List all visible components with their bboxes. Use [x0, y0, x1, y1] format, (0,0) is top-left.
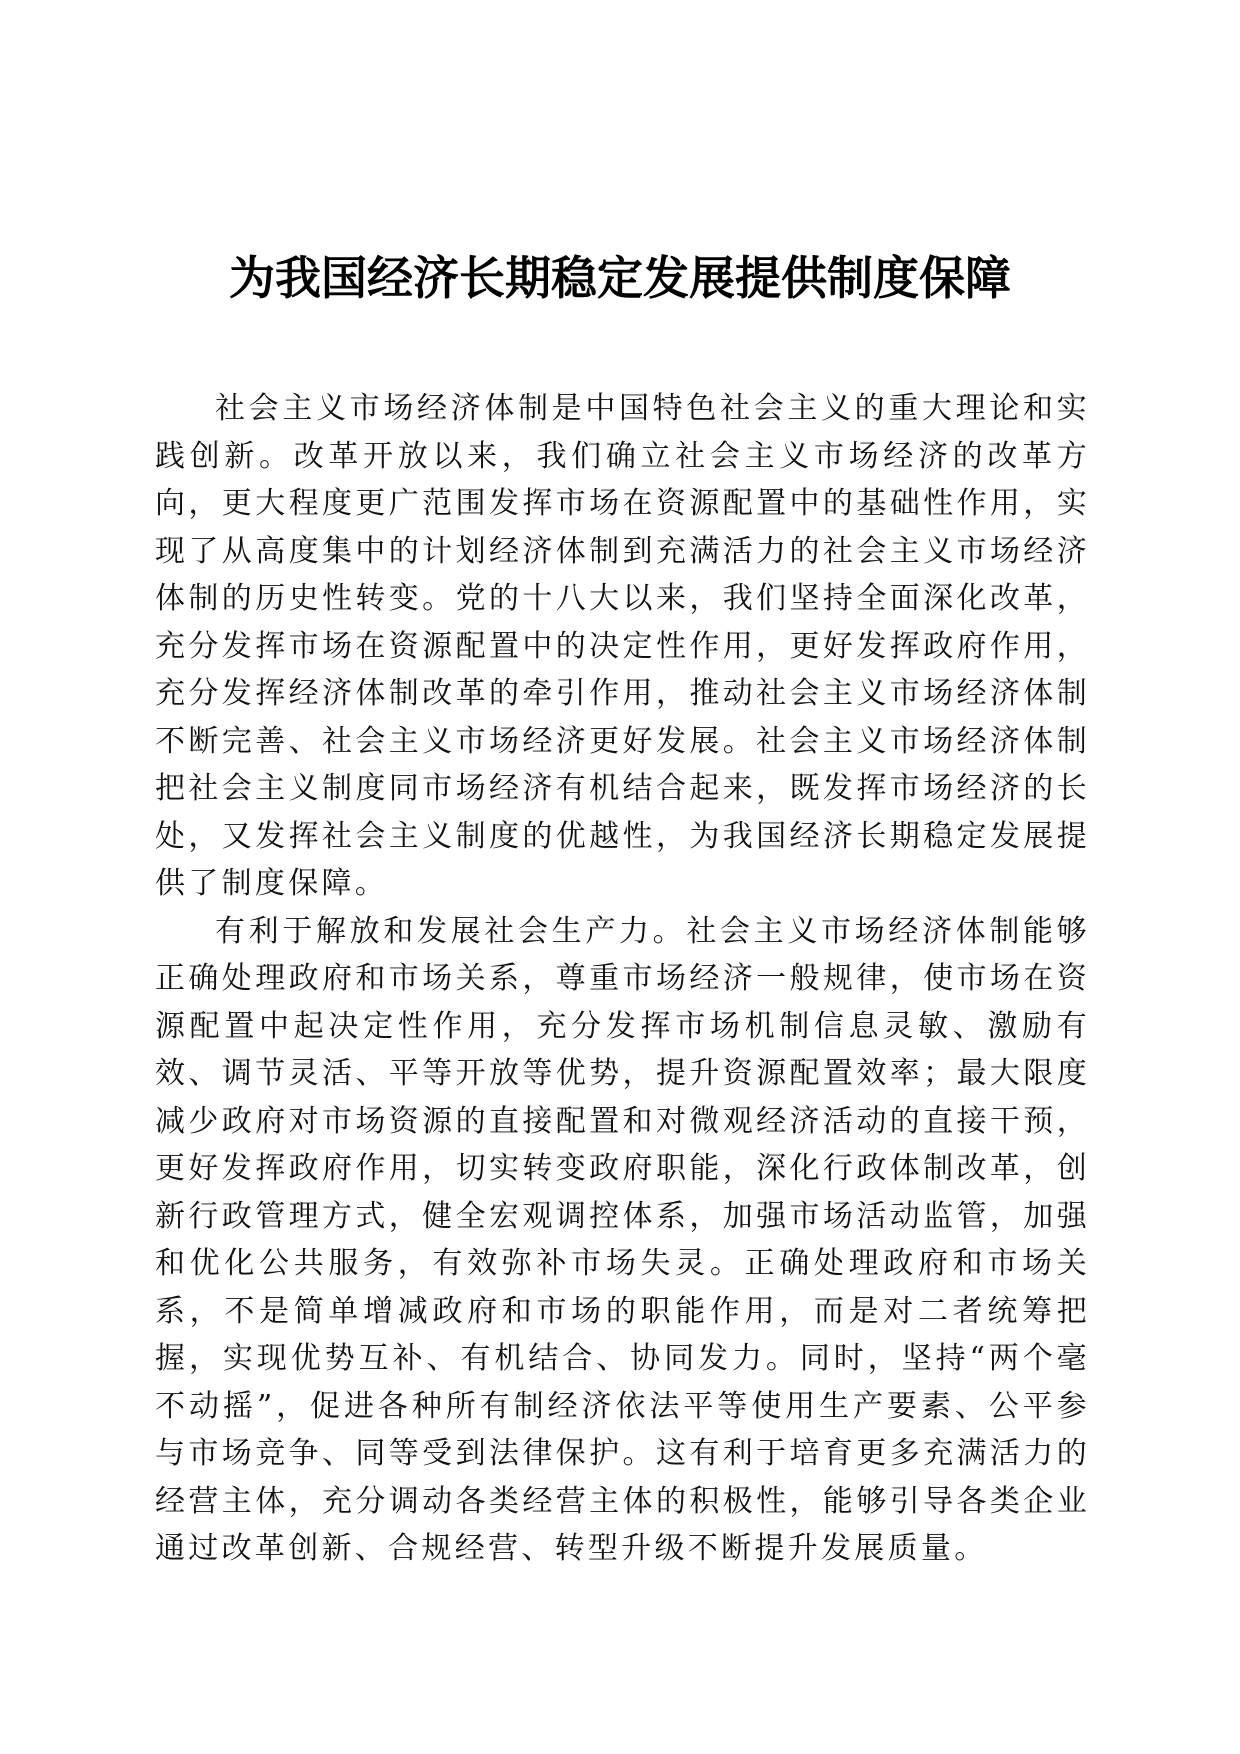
paragraph-intro: 社会主义市场经济体制是中国特色社会主义的重大理论和实践创新。改革开放以来，我们确立社会主义市场经济的改革方向，更大程度更广范围发挥市场在资源配置中的基础性作用，实现了从高度集中的计划经济体制到充满活力的社会主义市场经济体制的历史性转变。党的十八大以来，我们坚持全面深化改革，充分发挥市场在资源配置中的决定性作用，更好发挥政府作用，充分发挥经济体制改革的牵引作用，推动社会主义市场经济体制不断完善、社会主义市场经济更好发展。社会主义市场经济体制把社会主义制度同市场经济有机结合起来，既发挥市场经济的长处，又发挥社会主义制度的优越性，为我国经济长期稳定发展提供了制度保障。: [155, 391, 1090, 901]
document-body: [155, 385, 1090, 1573]
paragraph-productivity: 有利于解放和发展社会生产力。社会主义市场经济体制能够正确处理政府和市场关系，尊重市场经济一般规律，使市场在资源配置中起决定性作用，充分发挥市场机制信息灵敏、激励有效、调节灵活、平等开放等优势，提升资源配置效率；最大限度减少政府对市场资源的直接配置和对微观经济活动的直接干预，更好发挥政府作用，切实转变政府职能，深化行政体制改革，创新行政管理方式，健全宏观调控体系，加强市场活动监管，加强和优化公共服务，有效弥补市场失灵。正确处理政府和市场关系，不是简单增减政府和市场的职能作用，而是对二者统筹把握，实现优势互补、有机结合、协同发力。同时，坚持“两个毫不动摇”，促进各种所有制经济依法平等使用生产要素、公平参与市场竞争、同等受到法律保护。这有利于培育更多充满活力的经营主体，充分调动各类经营主体的积极性，能够引导各类企业通过改革创新、合规经营、转型升级不断提升发展质量。: [155, 913, 1090, 1566]
document-title: 为我国经济长期稳定发展提供制度保障: [229, 251, 1011, 305]
